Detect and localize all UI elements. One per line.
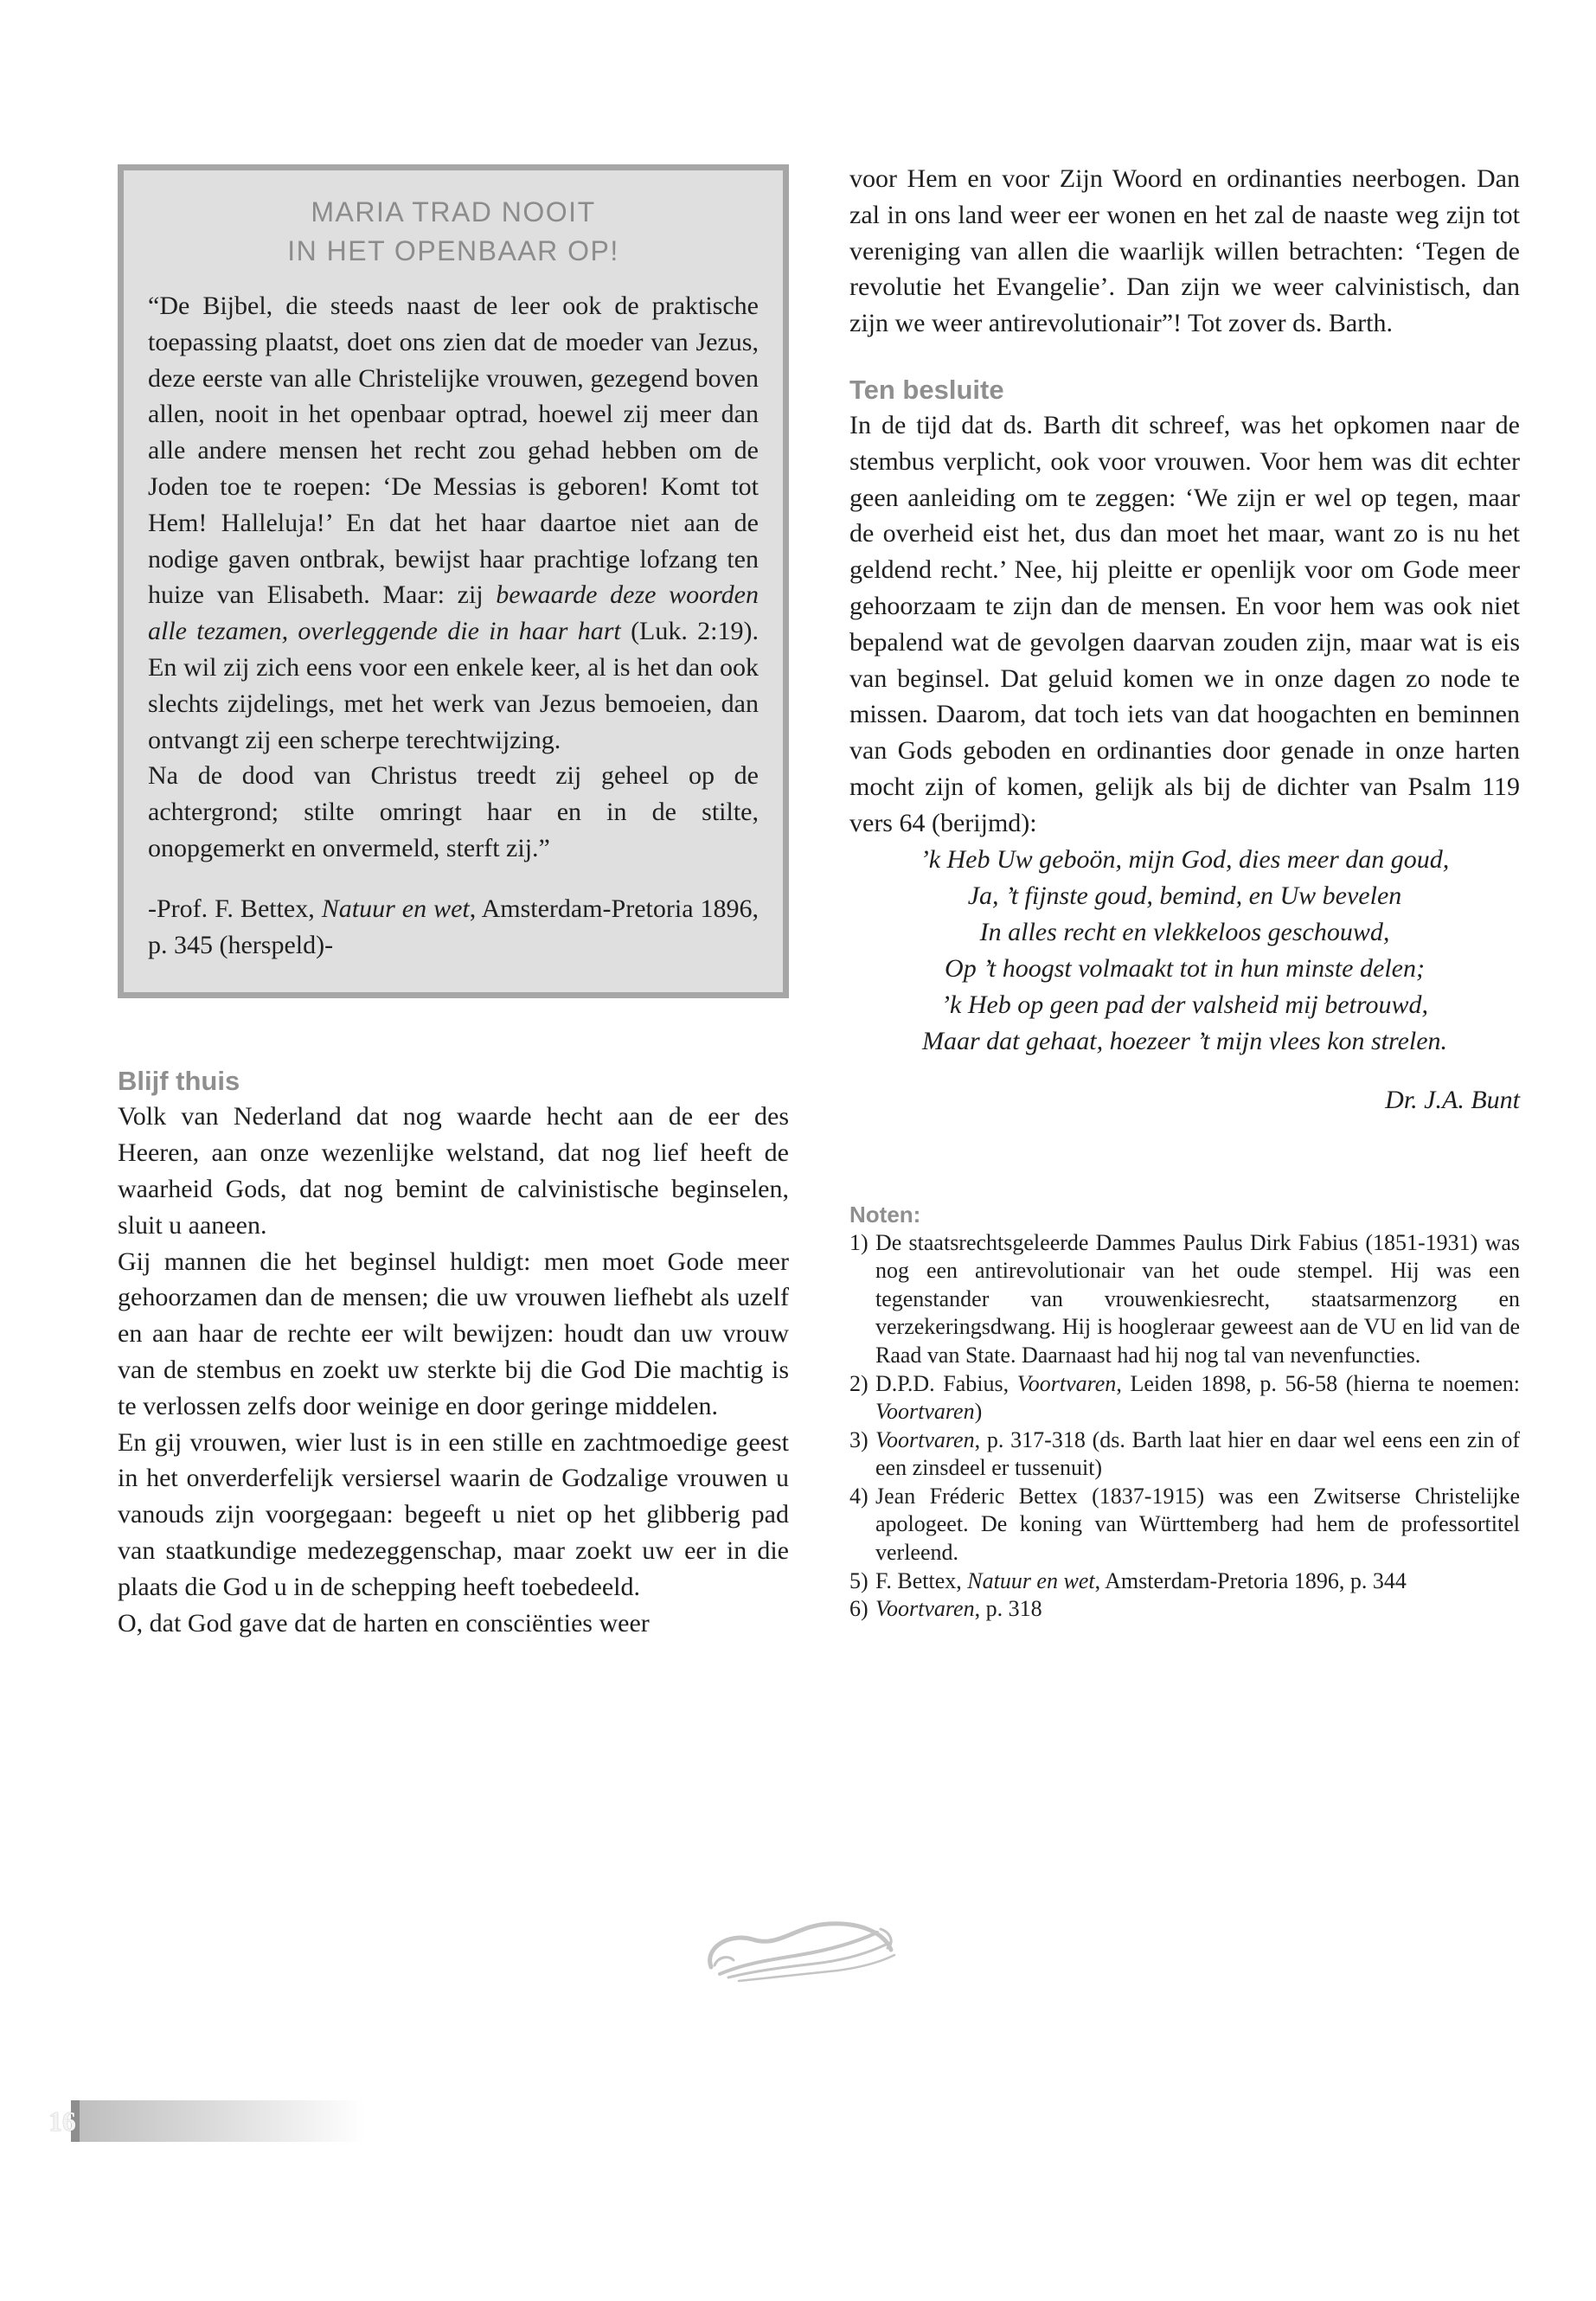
blijf-thuis-paragraph: En gij vrouwen, wier lust is in een stille en zachtmoedige geest in het onverderfelijk versiersel waarin de Godzalige vrouwen u vanouds zijn voorgegaan: begeeft u niet op het glibberig pad van staatkundige medezeggenschap, maar zoekt uw eer in die plaats die God u in de schepping heeft toebedeeld. bbox=[118, 1427, 789, 1601]
sidebar-paragraph-2: Na de dood van Christus treedt zij geheel op de achtergrond; stilte omringt haar en in de stilte, onopgemerkt en onvermeld, sterft zij.” bbox=[148, 761, 759, 862]
note-item: 5) F. Bettex, Natuur en wet, Amsterdam-Pretoria 1896, p. 344 bbox=[849, 1567, 1407, 1593]
poem-line: Ja, ’t fijnste goud, bemind, en Uw bevelen bbox=[967, 881, 1402, 910]
ten-besluite-paragraph: In de tijd dat ds. Barth dit schreef, was het opkomen naar de stembus verplicht, ook voor vrouwen. Voor hem was dit echter geen aanleiding om te zeggen: ‘We zijn er wel op tegen, maar de overheid eist het, dus dan moet het maar, want zo is nu het geldend recht.’ Nee, hij pleitte er openlijk voor om Gode meer gehoorzaam te zijn dan de mensen. En voor hem was ook niet bepalend wat de gevolgen daarvan zouden zijn, maar wat is eis van beginsel. Dat geluid komen we in onze dagen zo node te missen. Daarom, dat toch iets van dat hoogachten en beminnen van Gods geboden en ordinanties door genade in onze harten mocht zijn of komen, gelijk als bij de dichter van Psalm 119 vers 64 (berijmd): bbox=[849, 410, 1520, 837]
poem-line: In alles recht en vlekkeloos geschouwd, bbox=[979, 917, 1390, 946]
sidebar-box bbox=[118, 164, 789, 998]
note-item: 4) Jean Fréderic Bettex (1837-1915) was een Zwitserse Christelijke apologeet. De koning van Württemberg had hem de professortitel verleend. bbox=[849, 1483, 1520, 1566]
blijf-thuis-body bbox=[118, 1099, 789, 1641]
blijf-thuis-paragraph: Gij mannen die het beginsel huldigt: men moet Gode meer gehoorzamen dan de mensen; die uw vrouwen liefhebt als uzelf en aan haar de rechte eer wilt bewijzen: houdt dan uw vrouw van de stembus en zoekt uw sterkte bij die God Die machtig is te verlossen zelfs door weinige en door geringe middelen. bbox=[118, 1247, 789, 1420]
note-item: 2) D.P.D. Fabius, Voortvaren, Leiden 1898, p. 56-58 (hierna te noemen: Voortvaren) bbox=[849, 1370, 1520, 1425]
note-item: 6) Voortvaren, p. 318 bbox=[849, 1596, 1042, 1622]
left-column bbox=[118, 164, 789, 1641]
poem-line: ’k Heb op geen pad der valsheid mij betrouwd, bbox=[941, 990, 1428, 1019]
swirl-ornament-icon bbox=[699, 1913, 900, 1988]
sidebar-title-line-2: IN HET OPENBAAR OP! bbox=[287, 235, 619, 266]
sidebar-paragraph-1: “De Bijbel, die steeds naast de leer ook de praktische toepassing plaatst, doet ons zien dat de moeder van Jezus, deze eerste van alle Christelijke vrouwen, gezegend boven allen, nooit in het openbaar optrad, hoewel zij meer dan alle andere mensen het recht zou gehad hebben om de Joden toe te roepen: ‘De Messias is geboren! Komt tot Hem! Halleluja!’ En dat het haar daartoe niet aan de nodige gaven ontbrak, bewijst haar prachtige lofzang ten huize van Elisabeth. Maar: zij bewaarde deze woorden alle tezamen, overleggende die in haar hart (Luk. 2:19). En wil zij zich eens voor een enkele keer, al is het dan ook slechts zijdelings, met het werk van Jezus bemoeien, dan ontvangt zij een scherpe terechtwijzing. bbox=[148, 292, 759, 754]
page-number: 16 bbox=[48, 2106, 76, 2137]
blijf-thuis-paragraph: O, dat God gave dat de harten en consciënties weer bbox=[118, 1608, 650, 1638]
continuation-paragraph: voor Hem en voor Zijn Woord en ordinanties neerbogen. Dan zal in ons land weer eer wonen en het zal de naaste weg zijn tot vereniging van allen die waarlijk willen betrachten: ‘Tegen de revolutie het Evangelie’. Dan zijn we weer calvinistisch, dan zijn we weer antirevolutionair”! Tot zover ds. Barth. bbox=[849, 164, 1520, 338]
notes-list bbox=[849, 1229, 1520, 1624]
notes-heading: Noten: bbox=[849, 1201, 921, 1227]
sidebar-source: -Prof. F. Bettex, Natuur en wet, Amsterdam-Pretoria 1896, p. 345 (herspeld)- bbox=[148, 894, 760, 959]
psalm-poem bbox=[849, 842, 1520, 1060]
poem-line: Maar dat gehaat, hoezeer ’t mijn vlees kon strelen. bbox=[921, 1026, 1448, 1055]
sidebar-box-title bbox=[148, 193, 759, 271]
note-item: 1) De staatsrechtsgeleerde Dammes Paulus Dirk Fabius (1851-1931) was nog een antirevolutionair van het oude stempel. Hij was een tegenstander van vrouwenkiesrecht, staatsarmenzorg en verzekeringsdwang. Hij is hoogleraar geweest aan de VU en lid van de Raad van State. Daarnaast had hij nog tal van nevenfuncties. bbox=[849, 1229, 1520, 1368]
note-item: 3) Voortvaren, p. 317-318 (ds. Barth laat hier en daar wel eens een zin of een zinsdeel er tussenuit) bbox=[849, 1426, 1520, 1481]
poem-line: Op ’t hoogst volmaakt tot in hun minste delen; bbox=[945, 953, 1425, 983]
page-number-band bbox=[71, 2100, 365, 2142]
section-heading-ten-besluite: Ten besluite bbox=[849, 374, 1004, 405]
right-column bbox=[849, 161, 1520, 1624]
sidebar-title-line-1: MARIA TRAD NOOIT bbox=[311, 196, 596, 228]
blijf-thuis-paragraph: Volk van Nederland dat nog waarde hecht aan de eer des Heeren, aan onze wezenlijke welstand, dat nog lief heeft de waarheid Gods, dat nog bemint de calvinistische beginselen, sluit u aaneen. bbox=[118, 1102, 789, 1240]
poem-line: ’k Heb Uw geboön, mijn God, dies meer dan goud, bbox=[920, 844, 1450, 874]
section-heading-blijf-thuis: Blijf thuis bbox=[118, 1066, 240, 1097]
author-signature: Dr. J.A. Bunt bbox=[1385, 1085, 1520, 1114]
